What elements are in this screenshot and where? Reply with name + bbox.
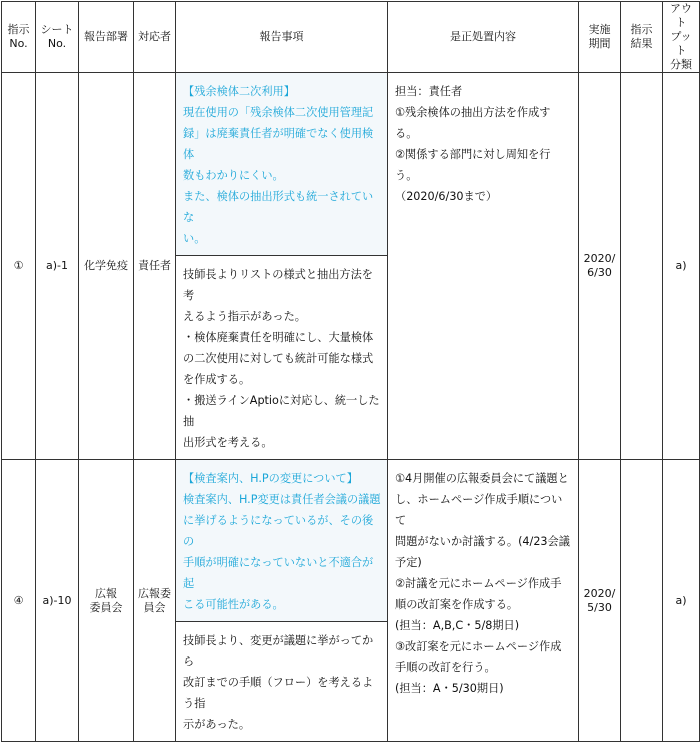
header-correction: 是正処置内容 [388, 2, 579, 73]
row-person: 広報委 員会 [134, 460, 176, 742]
row-dept: 広報 委員会 [79, 460, 134, 742]
correction-cell: 担当：責任者 ①残余検体の抽出方法を作成する。 ②関係する部門に対し周知を行う。 （2020/6/30まで） [388, 73, 579, 460]
row-output: a) [663, 73, 700, 460]
row-dept: 化学免疫 [79, 73, 134, 460]
report-instruction-cell: 技師長よりリストの様式と抽出方法を考 えるよう指示があった。 ・検体廃棄責任を明確にし、大量検体 の二次使用に対しても統計可能な様式 を作成する。 ・搬送ラインAptioに対応し、統一した抽 出形式を考える。 [176, 256, 388, 460]
header-row [2, 2, 700, 73]
correction-cell: ①4月開催の広報委員会にて議題と し、ホームページ作成手順について 問題がないか討議する。(4/23会議 予定) ②討議を元にホームページ作成手 順の改訂案を作成する。 (担当：A,B,C・5/8期日) ③改訂案を元にホームページ作成 手順の改訂を行う。 (担当：A・5/30期日) [388, 460, 579, 742]
table-row [2, 73, 700, 256]
row-no: ④ [2, 460, 36, 742]
header-person: 対応者 [134, 2, 176, 73]
header-report: 報告事項 [176, 2, 388, 73]
row-result [621, 460, 663, 742]
row-date: 2020/ 5/30 [579, 460, 621, 742]
header-output: アウト プット 分類 [663, 2, 700, 73]
header-result: 指示 結果 [621, 2, 663, 73]
row-output: a) [663, 460, 700, 742]
report-issue-cell: 【残余検体二次利用】 現在使用の「残余検体二次使用管理記 録」は廃棄責任者が明確でなく使用検体 数もわかりにくい。 また、検体の抽出形式も統一されていな い。 [176, 73, 388, 256]
report-table [1, 1, 700, 742]
report-issue-cell: 【検査案内、H.Pの変更について】 検査案内、H.P変更は責任者会議の議題 に挙げるようになっているが、その後の 手順が明確になっていないと不適合が起 こる可能性がある。 [176, 460, 388, 622]
row-sheet: a)-10 [36, 460, 79, 742]
table-row [2, 460, 700, 622]
header-date: 実施 期間 [579, 2, 621, 73]
header-sheet: シート No. [36, 2, 79, 73]
header-dept: 報告部署 [79, 2, 134, 73]
row-result [621, 73, 663, 460]
row-sheet: a)-1 [36, 73, 79, 460]
header-no: 指示 No. [2, 2, 36, 73]
row-no: ① [2, 73, 36, 460]
report-instruction-cell: 技師長より、変更が議題に挙がってから 改訂までの手順（フロー）を考えるよう指 示があった。 [176, 622, 388, 742]
row-date: 2020/ 6/30 [579, 73, 621, 460]
row-person: 責任者 [134, 73, 176, 460]
